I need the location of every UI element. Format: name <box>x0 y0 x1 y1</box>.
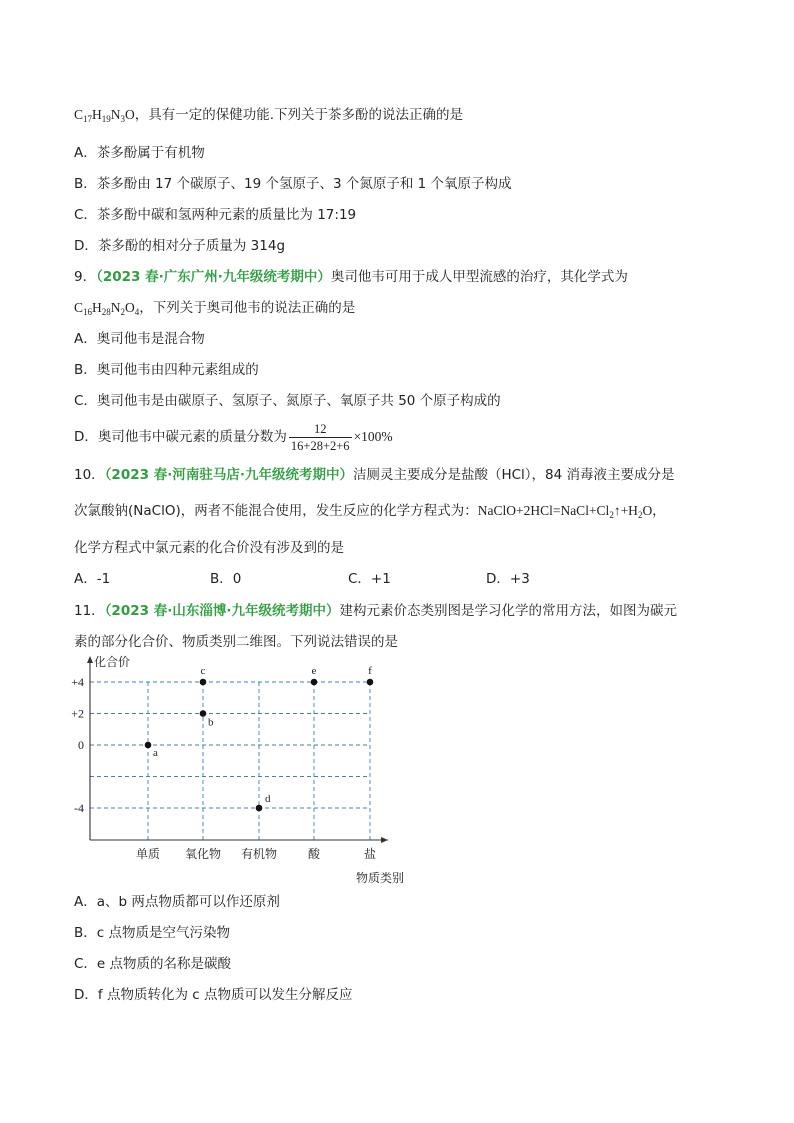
q8-stem-text: ，具有一定的保健功能.下列关于茶多酚的说法正确的是 <box>134 107 464 123</box>
point-label-b: b <box>208 716 214 729</box>
q9-stem-line1 <box>74 268 628 286</box>
q9-fraction-numerator: 12 <box>289 421 352 438</box>
point-d <box>256 805 263 812</box>
point-e <box>311 679 318 686</box>
q9-number: 9． <box>74 269 97 285</box>
q9-stem-line2 <box>74 299 355 317</box>
x-tick-label: 有机物 <box>240 847 278 861</box>
q10-option-d: D．+3 <box>486 571 530 587</box>
q10-equation: $NaClO+2HCl=NaCl+Cl_2↑+H_2O$， <box>477 503 666 520</box>
q10-stem-line1 <box>74 466 675 484</box>
point-a <box>145 742 152 749</box>
q9-fraction-denominator: 16+28+2+6 <box>290 438 350 453</box>
q10-option-c: C．+1 <box>348 571 391 587</box>
q11-text1: 建构元素价态类别图是学习化学的常用方法，如图为碳元 <box>339 603 677 619</box>
point-f <box>367 679 374 686</box>
x-tick-label: 盐 <box>363 847 377 861</box>
q10-text1: 洁厕灵主要成分是盐酸（HCl），84 消毒液主要成分是 <box>352 467 675 483</box>
q9-option-d <box>74 420 393 454</box>
y-tick-label: 0 <box>78 738 84 752</box>
q11-number: 11． <box>74 603 105 619</box>
q10-option-a: A．-1 <box>74 571 111 587</box>
q8-stem <box>74 106 463 124</box>
q8-formula: $C_{17}H_{19}N_3O$ <box>74 107 135 124</box>
point-label-e: e <box>311 665 317 677</box>
q9-option-c: C．奥司他韦是由碳原子、氢原子、氮原子、氧原子共 50 个原子构成的 <box>74 393 501 409</box>
q10-option-b: B．0 <box>210 571 242 587</box>
q9-text2: ，下列关于奥司他韦的说法正确的是 <box>139 300 356 316</box>
q10-source: （2023 春·河南驻马店·九年级统考期中） <box>104 467 353 483</box>
point-label-c: c <box>200 665 206 677</box>
q11-option-b: B．c 点物质是空气污染物 <box>74 925 230 941</box>
q10-stem-line2 <box>74 502 666 520</box>
point-c <box>200 679 207 686</box>
q11-option-a: A．a、b 两点物质都可以作还原剂 <box>74 894 280 910</box>
x-axis-label: 物质类别 <box>356 871 405 885</box>
q8-option-b: B．茶多酚由 17 个碳原子、19 个氢原子、3 个氮原子和 1 个氧原子构成 <box>74 176 512 192</box>
q10-equation-part3: O， <box>642 503 666 518</box>
x-tick-label: 氧化物 <box>184 847 222 861</box>
x-tick-label: 酸 <box>307 847 321 861</box>
q10-number: 10． <box>74 467 105 483</box>
valence-category-chart <box>60 652 420 892</box>
y-tick-label: -4 <box>74 801 84 815</box>
y-tick-label: +4 <box>71 675 84 689</box>
point-label-f: f <box>368 665 372 677</box>
q9-option-d-suffix: ×100% <box>353 429 393 444</box>
q9-option-d-prefix: D．奥司他韦中碳元素的质量分数为 <box>74 429 287 445</box>
q11-source: （2023 春·山东淄博·九年级统考期中） <box>104 603 340 619</box>
point-label-d: d <box>265 793 271 805</box>
q9-fraction <box>289 421 352 454</box>
q11-option-d: D．f 点物质转化为 c 点物质可以发生分解反应 <box>74 987 353 1003</box>
q8-option-d: D．茶多酚的相对分子质量为 314g <box>74 238 286 254</box>
q9-option-a: A．奥司他韦是混合物 <box>74 331 205 347</box>
q10-stem-line3: 化学方程式中氯元素的化合价没有涉及到的是 <box>74 540 344 556</box>
q8-option-c: C．茶多酚中碳和氢两种元素的质量比为 17:19 <box>74 207 357 223</box>
q9-formula: $C_{16}H_{28}N_2O_4$ <box>74 300 140 317</box>
point-label-a: a <box>153 747 158 759</box>
q8-option-a: A．茶多酚属于有机物 <box>74 145 205 161</box>
q10-text2: 次氯酸钠(NaClO)，两者不能混合使用，发生反应的化学方程式为： <box>74 503 478 519</box>
q11-stem-line2: 素的部分化合价、物质类别二维图。下列说法错误的是 <box>74 634 398 650</box>
y-axis-arrow <box>87 656 93 663</box>
q9-source: （2023 春·广东广州·九年级统考期中） <box>96 269 331 285</box>
y-tick-label: +2 <box>71 706 84 721</box>
q9-option-b: B．奥司他韦由四种元素组成的 <box>74 362 259 378</box>
q10-equation-part1: NaClO+2HCl=NaCl+Cl <box>477 503 610 518</box>
x-tick-label: 单质 <box>135 847 161 861</box>
point-b <box>200 710 207 717</box>
q11-option-c: C．e 点物质的名称是碳酸 <box>74 956 232 972</box>
q9-text1: 奥司他韦可用于成人甲型流感的治疗，其化学式为 <box>330 269 628 285</box>
y-axis-label: 化合价 <box>94 655 131 669</box>
x-axis-arrow <box>381 837 388 843</box>
q11-stem-line1 <box>74 602 677 620</box>
q10-equation-part2: ↑+H <box>613 503 638 518</box>
